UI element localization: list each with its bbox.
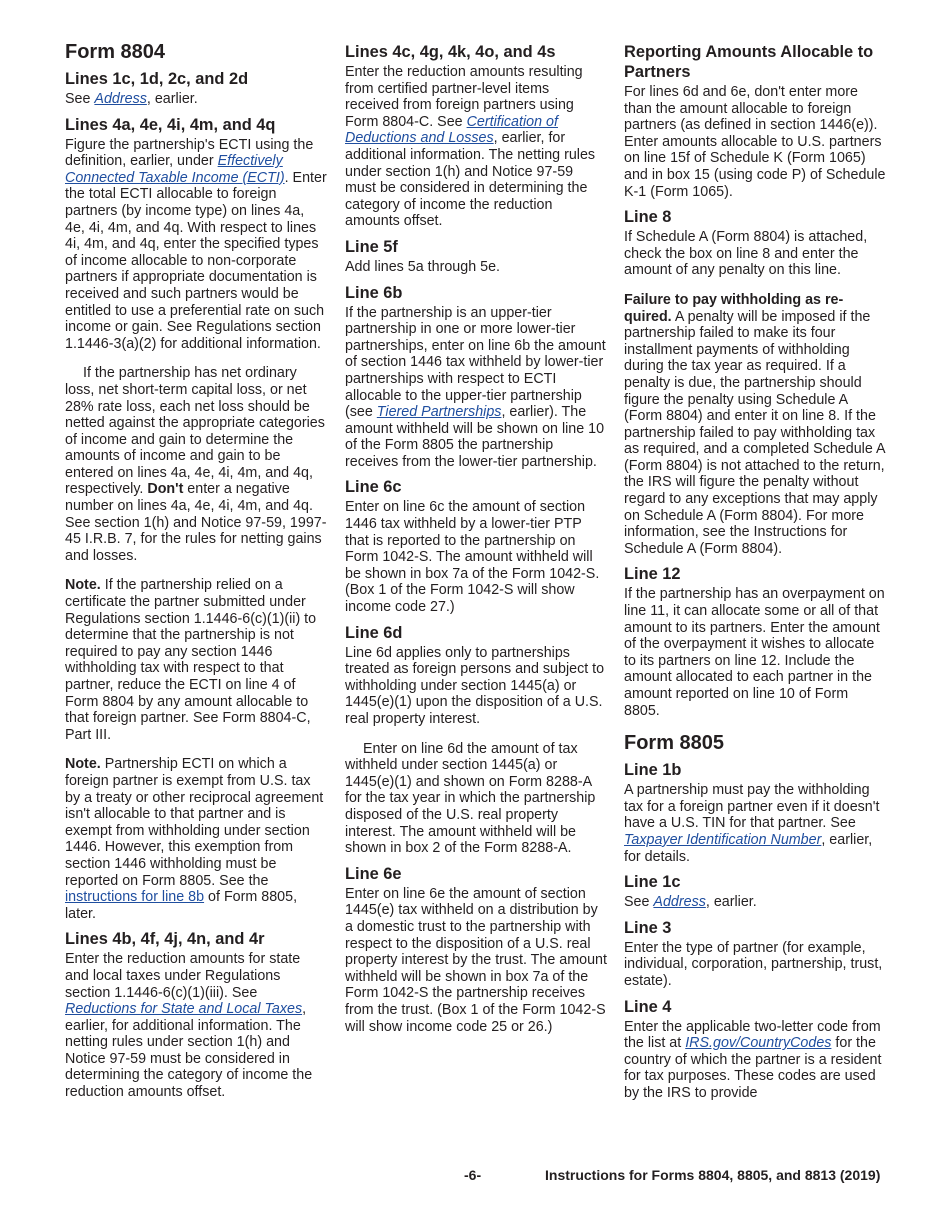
para-ecti: Figure the partnership's ECTI using the definition, earlier, under Effectively Connected Taxable Income (ECTI). Enter the total ECTI allocable to foreign partners (by income type) on lines 4a, 4e, 4i, 4m, and 4q. With respect to lines 4i, 4m, and 4q, enter the specified types of income allocable to non-corporate partners if appropriate documentation is received and such partners would be entitled to use a preferential rate on such income or gain. See Regulations section 1.1446-3(a)(2) for additional information. xyxy=(65,136,327,352)
page-footer xyxy=(0,1167,950,1187)
para-lines-1c: See Address, earlier. xyxy=(65,91,198,107)
heading-line-12: Line 12 xyxy=(624,565,681,584)
footer-title: Instructions for Forms 8804, 8805, and 8813 (2019) xyxy=(545,1167,881,1183)
column-2 xyxy=(345,40,607,1035)
heading-lines-4a: Lines 4a, 4e, 4i, 4m, and 4q xyxy=(65,115,276,134)
heading-line-6d: Line 6d xyxy=(345,623,403,642)
heading-reporting-amounts: Reporting Amounts Allocable to Partners xyxy=(624,43,874,81)
heading-line-1c: Line 1c xyxy=(624,873,681,892)
column-1 xyxy=(65,40,327,1101)
note-certificate: Note. If the partnership relied on a certificate the partner submitted under Regulations section 1.1446-6(c)(1)(ii) to determine that the partnership is not required to pay any section 1446 withholding tax with respect to that partner, reduce the ECTI on line 4 of Form 8804 by any amount allocable to that foreign partner. See Form 8804-C, Part III. xyxy=(65,577,317,743)
para-certified-items: Enter the reduction amounts resulting from certified partner-level items received from foreign partners using Form 8804-C. See Certification of Deductions and Losses, earlier, for additional information. The netting rules under section 1(h) and Notice 97-59 must be considered in determining the category of income the reduction amounts offset. xyxy=(345,64,596,230)
heading-lines-4c: Lines 4c, 4g, 4k, 4o, and 4s xyxy=(345,43,556,61)
para-line-3: Enter the type of partner (for example, individual, corporation, partnership, trust, estate). xyxy=(624,939,883,989)
para-line-12: If the partnership has an overpayment on line 11, it can allocate some or all of that amount to its partners. Enter the amount of the overpayment it wishes to allocate to its partners on line 12. Include the amount allocated to each partner in the amount reported on line 10 of Form 8805. xyxy=(624,586,885,719)
para-net-loss: If the partnership has net ordinary loss, net short-term capital loss, or net 28% rate loss, each net loss should be netted against the appropriate categories of income and gain to determine the amounts of income and gain to be entered on lines 4a, 4e, 4i, 4m, and 4q, respectively. Don't enter a negative number on lines 4a, 4e, 4i, 4m, and 4q. See section 1(h) and Notice 97-59, 1997-45 I.R.B. 7, for the rules for netting gains and losses. xyxy=(65,365,327,564)
para-line-1b: A partnership must pay the withholding tax for a foreign partner even if it doesn't have a U.S. TIN for that partner. See Taxpayer Identification Number, earlier, for details. xyxy=(624,782,880,865)
para-line-6e: Enter on line 6e the amount of section 1445(e) tax withheld on a distribution by a domestic trust to the partnership with respect to the disposition of a U.S. real property interest by the trust. The amount withheld will be shown in box 7a of the Form 1042-S the partnership receives from the trust. (Box 1 of the Form 1042-S will show income code 25 or 26.) xyxy=(345,885,607,1035)
heading-line-4: Line 4 xyxy=(624,997,672,1016)
heading-line-6b: Line 6b xyxy=(345,283,403,302)
link-ecti[interactable]: Effectively Connected Taxable Income (ECTI) xyxy=(65,153,285,186)
heading-line-3: Line 3 xyxy=(624,918,672,937)
link-tiered-partnerships[interactable]: Tiered Partnerships xyxy=(376,404,502,421)
para-line-6d-1: Line 6d applies only to partnerships treated as foreign persons and subject to withholding under section 1445(a) or 1445(e)(1) upon the disposition of a U.S. real property interest. xyxy=(345,644,605,727)
link-state-local-taxes[interactable]: Reductions for State and Local Taxes xyxy=(65,1001,303,1018)
link-tin[interactable]: Taxpayer Identification Number xyxy=(624,831,822,848)
para-line-8: If Schedule A (Form 8804) is attached, check the box on line 8 and enter the amount of any penalty on this line. xyxy=(624,229,868,279)
heading-line-6e: Line 6e xyxy=(345,864,402,883)
para-line-5f: Add lines 5a through 5e. xyxy=(345,258,500,275)
page-number: -6- xyxy=(464,1167,482,1183)
para-line-6d-2: Enter on line 6d the amount of tax withheld under section 1445(a) or 1445(e)(1) and shown on Form 8288-A for the tax year in which the partnership disposed of the U.S. real property interest. The amount withheld will be shown in box 2 of the Form 8288-A. xyxy=(345,740,596,857)
para-line-1c: See Address, earlier. xyxy=(624,894,757,911)
para-line-6b: If the partnership is an upper-tier partnership in one or more lower-tier partnerships, enter on line 6b the amount of section 1446 tax withheld by lower-tier partnerships with respect to ECTI allocable to the upper-tier partnership (see Tiered Partnerships, earlier). The amount withheld will be shown on line 10 of the Form 8805 the partnership receives from the lower-tier partnership. xyxy=(345,304,606,470)
heading-line-8: Line 8 xyxy=(624,208,672,227)
link-address-2[interactable]: Address xyxy=(653,894,706,911)
column-3 xyxy=(624,40,886,1102)
heading-line-6c: Line 6c xyxy=(345,478,402,497)
link-certification[interactable]: Certification of Deductions and Losses xyxy=(345,113,558,147)
para-failure-to-pay: Failure to pay withholding as re- quired. A penalty will be imposed if the partnership failed to make its four installment payments of withholding during the tax year as required. If a penalty is due, the partnership should figure the penalty using Schedule A (Form 8804) and enter it on line 8. If the partnership failed to pay withholding tax as required, and a completed Schedule A (Form 8804) is not attached to the return, the IRS will figure the penalty without regard to any exceptions that may apply on Schedule A (Form 8804). For more information, see the Instructions for Schedule A (Form 8804). xyxy=(624,291,885,557)
link-country-codes[interactable]: IRS.gov/CountryCodes xyxy=(685,1035,832,1052)
section-title-form-8805: Form 8805 xyxy=(624,732,725,755)
heading-line-1b: Line 1b xyxy=(624,761,682,780)
heading-line-5f: Line 5f xyxy=(345,237,398,256)
para-state-local: Enter the reduction amounts for state and local taxes under Regulations section 1.1446-6(c)(1)(iii). See Reductions for State and Local Taxes, earlier, for additional information. The netting rules under section 1(h) and Notice 97-59 must be considered in determining the category of income the reduction amounts offset. xyxy=(65,951,313,1101)
heading-lines-1c: Lines 1c, 1d, 2c, and 2d xyxy=(65,70,249,88)
para-line-6c: Enter on line 6c the amount of section 1446 tax withheld by a lower-tier PTP that is reported to the partnership on Form 1042-S. The amount withheld will be shown in box 7a of the Form 1042-S. (Box 1 of the Form 1042-S will show income code 27.) xyxy=(345,499,600,616)
heading-lines-4b: Lines 4b, 4f, 4j, 4n, and 4r xyxy=(65,930,265,949)
para-reporting-amounts: For lines 6d and 6e, don't enter more than the amount allocable to foreign partners (as defined in section 1446(e)). Enter amounts allocable to U.S. partners on line 15f of Schedule K (Form 1065) and in box 15 (using code P) of Schedule K-1 (Form 1065). xyxy=(624,84,886,200)
section-title-form-8804: Form 8804 xyxy=(65,41,166,63)
para-line-4: Enter the applicable two-letter code from the list at IRS.gov/CountryCodes for the country of which the partner is a resident for tax purposes. These codes are used by the IRS to provide xyxy=(624,1018,882,1101)
note-treaty: Note. Partnership ECTI on which a foreign partner is exempt from U.S. tax by a treaty or other reciprocal agreement isn't allocable to that partner and is exempt from withholding under section 1446. However, this exemption from section 1446 withholding must be reported on Form 8805. See the instructions for line 8b of Form 8805, later. xyxy=(65,756,324,922)
link-address[interactable]: Address xyxy=(94,91,147,107)
link-line-8b[interactable]: instructions for line 8b xyxy=(65,889,205,906)
